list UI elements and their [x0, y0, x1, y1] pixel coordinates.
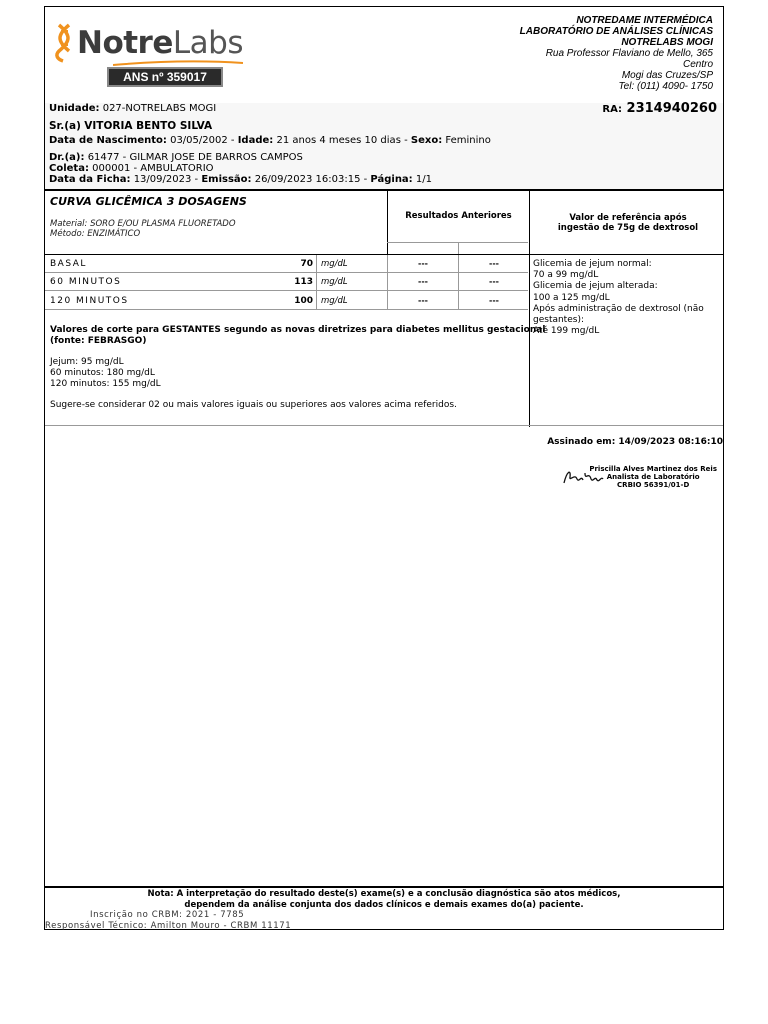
signatory-name: Priscilla Alves Martinez dos Reis — [589, 465, 717, 473]
ref-line-1: Glicemia de jejum normal: — [533, 259, 652, 269]
footer-note-line2: dependem da análise conjunta dos dados clínicos e demais exames do(a) paciente. — [184, 900, 584, 910]
row-divider-3 — [45, 309, 528, 310]
logo-wordmark — [77, 25, 243, 61]
ficha-line: Data da Ficha: 13/09/2023 - Emissão: 26/09/2023 16:03:15 - Página: 1/1 — [49, 174, 432, 185]
rows-top-border — [45, 254, 723, 255]
footer-note-line1: Nota: A interpretação do resultado deste(s) exame(s) e a conclusão diagnóstica são atos médicos, — [147, 889, 621, 899]
row-value-120min: 100 — [294, 296, 313, 306]
lab-type: LABORATÓRIO DE ANÁLISES CLÍNICAS — [519, 26, 713, 37]
footer-responsavel: Responsável Técnico: Amilton Mouro - CRBM 11171 — [45, 921, 292, 931]
row-label-basal: BASAL — [50, 259, 87, 269]
cutoff-title-1: Valores de corte para GESTANTES segundo as novas diretrizes para diabetes mellitus gestacional — [50, 325, 546, 335]
lab-address-district: Centro — [682, 59, 713, 70]
lab-info — [520, 15, 713, 92]
divider-prev-left — [387, 191, 388, 255]
footer-top-border — [45, 886, 723, 888]
prev1-120min: --- — [418, 296, 428, 305]
row-unit-60min: mg/dL — [321, 277, 348, 287]
cutoff-title-2: (fonte: FEBRASGO) — [50, 336, 147, 346]
logo-labs: Labs — [172, 25, 243, 61]
row-value-basal: 70 — [300, 259, 313, 269]
prev2-basal: --- — [489, 259, 499, 268]
cutoff-suggestion: Sugere-se considerar 02 ou mais valores iguais ou superiores aos valores acima referidos. — [50, 400, 457, 410]
ref-line-5: Após administração de dextrosol (não gestantes): — [533, 303, 704, 326]
exam-top-border — [45, 189, 723, 191]
ref-header-line1: Valor de referência após — [569, 213, 687, 223]
unidade-line: Unidade: 027-NOTRELABS MOGI — [49, 103, 217, 114]
signatory — [589, 465, 717, 489]
row-label-60min: 60 MINUTOS — [50, 277, 122, 287]
cutoff-jejum: Jejum: 95 mg/dL — [50, 357, 124, 367]
ans-badge: ANS nº 359017 — [107, 67, 223, 87]
exam-method: Método: ENZIMÁTICO — [50, 229, 141, 239]
col-divider-value — [316, 255, 317, 309]
doctor-line: Dr.(a): 61477 - GILMAR JOSE DE BARROS CAMPOS — [49, 152, 303, 163]
prev2-120min: --- — [489, 296, 499, 305]
row-unit-basal: mg/dL — [321, 259, 348, 269]
ref-line-3: Glicemia de jejum alterada: — [533, 281, 658, 292]
lab-unit: NOTRELABS MOGI — [621, 37, 713, 48]
logo-notre: Notre — [77, 25, 173, 61]
ra-number: RA: 2314940260 — [602, 101, 717, 116]
dna-icon — [53, 23, 77, 63]
prev1-basal: --- — [418, 259, 428, 268]
prev-results-header: Resultados Anteriores — [405, 211, 512, 221]
lab-name: NOTREDAME INTERMÉDICA — [576, 15, 713, 26]
reference-values — [533, 259, 719, 337]
signed-at: Assinado em: 14/09/2023 08:16:10 — [547, 437, 723, 447]
lab-address-street: Rua Professor Flaviano de Mello, 365 — [545, 48, 713, 59]
notrelabs-logo — [53, 17, 243, 69]
ref-line-2: 70 a 99 mg/dL — [533, 270, 599, 281]
birth-age-sex-line: Data de Nascimento: 03/05/2002 - Idade: 21 anos 4 meses 10 dias - Sexo: Feminino — [49, 135, 491, 146]
logo-swoosh — [113, 59, 243, 67]
divider-ref-left — [529, 191, 530, 427]
signatory-role: Analista de Laboratório — [606, 473, 700, 481]
row-divider-1 — [45, 272, 528, 273]
cutoff-120: 120 minutos: 155 mg/dL — [50, 379, 161, 389]
cutoff-60: 60 minutos: 180 mg/dL — [50, 368, 155, 378]
ref-line-6: Até 199 mg/dL — [533, 326, 600, 337]
patient-name: Sr.(a) VITORIA BENTO SILVA — [49, 120, 213, 132]
lab-address-city: Mogi das Cruzes/SP — [621, 70, 713, 81]
report-page — [44, 6, 724, 930]
row-divider-2 — [45, 290, 528, 291]
exam-title: CURVA GLICÊMICA 3 DOSAGENS — [50, 195, 247, 208]
row-unit-120min: mg/dL — [321, 296, 348, 306]
coleta-line: Coleta: 000001 - AMBULATORIO — [49, 163, 214, 174]
signatory-crbio: CRBIO 56391/01-D — [617, 481, 690, 489]
prev2-60min: --- — [489, 277, 499, 286]
lab-phone: Tel: (011) 4090- 1750 — [618, 81, 713, 92]
exam-bottom-border — [45, 425, 723, 426]
row-label-120min: 120 MINUTOS — [50, 296, 129, 306]
exam-material: Material: SORO E/OU PLASMA FLUORETADO — [50, 219, 236, 229]
footer-crbm: Inscrição no CRBM: 2021 - 7785 — [90, 910, 245, 920]
row-value-60min: 113 — [294, 277, 313, 287]
ref-line-4: 100 a 125 mg/dL — [533, 292, 610, 303]
prev1-60min: --- — [418, 277, 428, 286]
footer-note — [45, 889, 723, 911]
ref-header-line2: ingestão de 75g de dextrosol — [557, 223, 699, 233]
